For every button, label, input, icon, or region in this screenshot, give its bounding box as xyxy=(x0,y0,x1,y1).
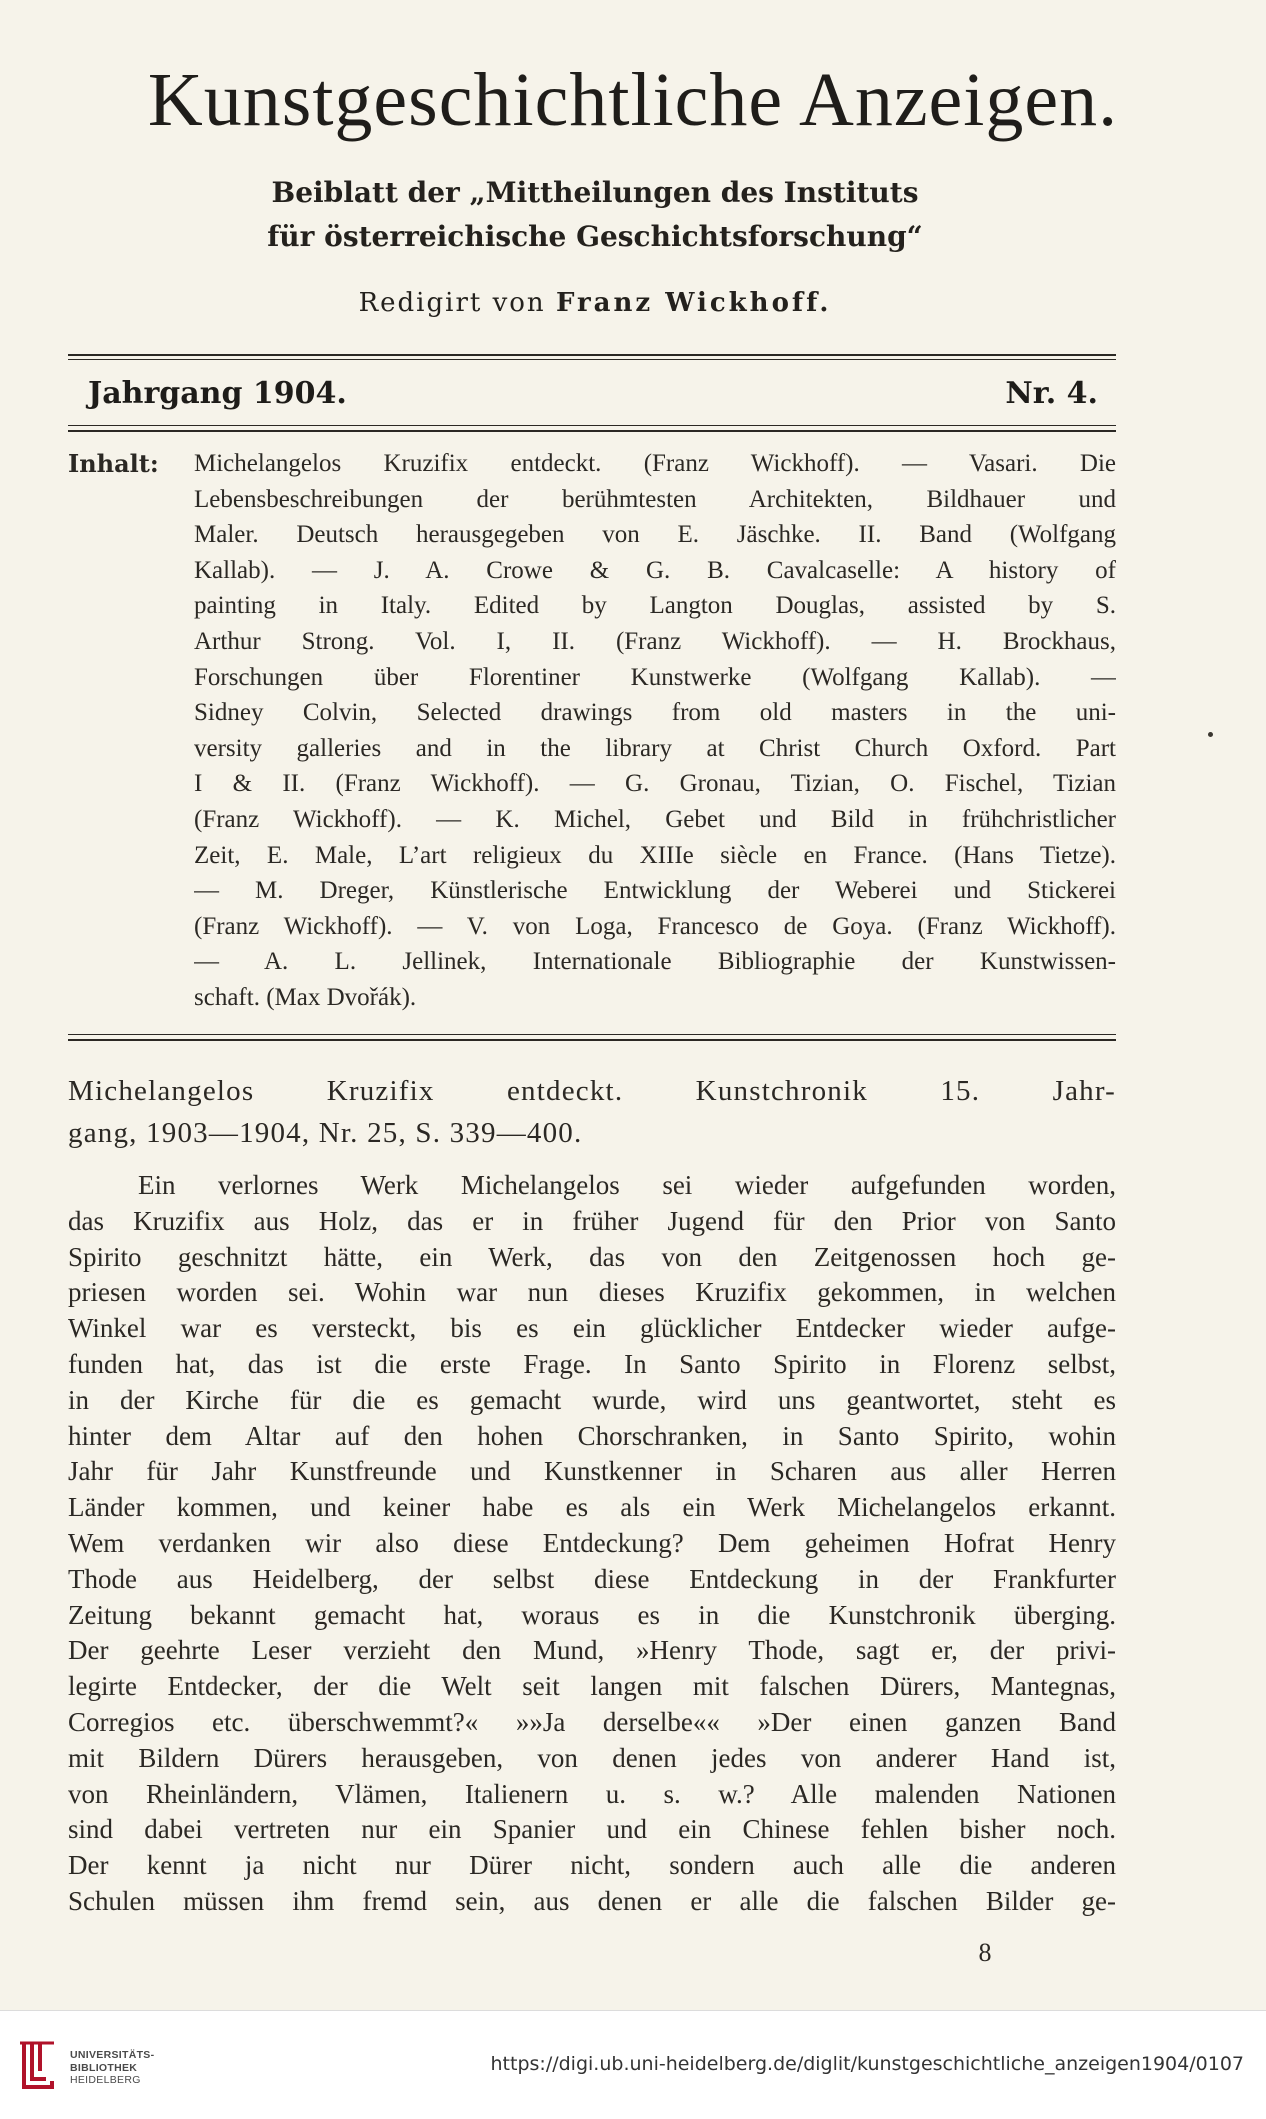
ink-speck xyxy=(1208,732,1213,737)
contents-line: Kallab). — J. A. Crowe & G. B. Cavalcaselle: A history of xyxy=(194,556,1116,584)
body-line: Zeitung bekannt gemacht hat, woraus es in die Kunstchronik überging. xyxy=(68,1599,1116,1630)
contents-line: (Franz Wickhoff). — V. von Loga, Francesco de Goya. (Franz Wickhoff). xyxy=(194,912,1116,940)
body-line: Länder kommen, und keiner habe es als ein Werk Michelangelos erkannt. xyxy=(68,1492,1116,1523)
contents-label: Inhalt: xyxy=(68,449,159,478)
body-line: das Kruzifix aus Holz, das er in früher Jugend für den Prior von Santo xyxy=(68,1205,1116,1236)
body-line: von Rheinländern, Vlämen, Italienern u. s. w.? Alle malenden Nationen xyxy=(68,1778,1116,1809)
contents-line: — M. Dreger, Künstlerische Entwicklung der Weberei und Stickerei xyxy=(194,877,1116,905)
body-line: Der geehrte Leser verzieht den Mund, »Henry Thode, sagt er, der privi- xyxy=(68,1635,1116,1666)
contents-line: versity galleries and in the library at Christ Church Oxford. Part xyxy=(194,734,1116,762)
journal-subtitle-line-2: für österreichische Geschichtsforschung“ xyxy=(267,220,923,253)
contents-line: — A. L. Jellinek, Internationale Bibliographie der Kunstwissen- xyxy=(194,948,1116,976)
body-line: Corregios etc. überschwemmt?« »»Ja derselbe«« »Der einen ganzen Band xyxy=(68,1706,1116,1737)
issue-line xyxy=(88,376,1098,411)
table-of-contents xyxy=(68,446,1116,1016)
journal-title: Kunstgeschichtliche Anzeigen. xyxy=(147,58,1119,142)
body-line: sind dabei vertreten nur ein Spanier und ein Chinese fehlen bisher noch. xyxy=(68,1814,1116,1845)
journal-subtitle-line-1: Beiblatt der „Mittheilungen des Instituts xyxy=(271,176,919,209)
library-logo-text xyxy=(70,2049,154,2087)
contents-line: Lebensbeschreibungen der berühmtesten Architekten, Bildhauer und xyxy=(194,485,1116,513)
contents-rule xyxy=(68,1039,1116,1041)
contents-line: Sidney Colvin, Selected drawings from old masters in the uni- xyxy=(194,699,1116,727)
contents-line: Michelangelos Kruzifix entdeckt. (Franz Wickhoff). — Vasari. Die xyxy=(194,450,1116,477)
page-number: 8 xyxy=(978,1938,992,1967)
body-line: Wem verdanken wir also diese Entdeckung? Dem geheimen Hofrat Henry xyxy=(68,1527,1116,1558)
editor-credit xyxy=(0,288,1190,318)
body-line: Spirito geschnitzt hätte, ein Werk, das von den Zeitgenossen hoch ge- xyxy=(68,1241,1116,1272)
body-line: mit Bildern Dürers herausgeben, von denen jedes von anderer Hand ist, xyxy=(68,1742,1116,1773)
editor-name: Franz Wickhoff. xyxy=(555,288,832,318)
contents-line: I & II. (Franz Wickhoff). — G. Gronau, Tizian, O. Fischel, Tizian xyxy=(194,770,1116,798)
body-line: priesen worden sei. Wohin war nun dieses Kruzifix gekommen, in welchen xyxy=(68,1277,1116,1308)
body-line: hinter dem Altar auf den hohen Chorschranken, in Santo Spirito, wohin xyxy=(68,1420,1116,1451)
contents-line: painting in Italy. Edited by Langton Douglas, assisted by S. xyxy=(194,592,1116,620)
viewer-footer xyxy=(0,2010,1266,2119)
body-line: in der Kirche für die es gemacht wurde, wird uns geantwortet, steht es xyxy=(68,1384,1116,1415)
body-line: funden hat, das ist die erste Frage. In Santo Spirito in Florenz selbst, xyxy=(68,1348,1116,1379)
body-line: legirte Entdecker, der die Welt seit langen mit falschen Dürers, Mantegnas, xyxy=(68,1671,1116,1702)
editor-prefix: Redigirt von xyxy=(358,288,556,318)
body-line: Thode aus Heidelberg, der selbst diese Entdeckung in der Frankfurter xyxy=(68,1563,1116,1594)
contents-line: Forschungen über Florentiner Kunstwerke (Wolfgang Kallab). — xyxy=(194,663,1116,691)
contents-line: Zeit, E. Male, L’art religieux du XIIIe siècle en France. (Hans Tietze). xyxy=(194,841,1116,869)
contents-rule-thin xyxy=(68,1034,1116,1035)
issue-number: Nr. 4. xyxy=(1005,376,1098,411)
body-line: Jahr für Jahr Kunstfreunde und Kunstkenner in Scharen aus aller Herren xyxy=(68,1456,1116,1487)
review-paragraph xyxy=(68,1168,1116,1920)
logo-line-1: UNIVERSITÄTS- xyxy=(70,2049,155,2061)
review-article xyxy=(68,1070,1116,1920)
issue-rule-thin xyxy=(68,425,1116,426)
review-heading-line: Michelangelos Kruzifix entdeckt. Kunstchronik 15. Jahr- xyxy=(68,1075,1116,1107)
contents-line: schaft. (Max Dvořák). xyxy=(194,983,417,1011)
review-heading xyxy=(68,1070,1116,1154)
logo-line-3: HEIDELBERG xyxy=(70,2074,141,2086)
contents-line: (Franz Wickhoff). — K. Michel, Gebet und Bild in frühchristlicher xyxy=(194,805,1116,833)
permalink-url[interactable]: https://digi.ub.uni-heidelberg.de/diglit/kunstgeschichtliche_anzeigen1904/0107 xyxy=(490,2053,1244,2075)
body-line: Winkel war es versteckt, bis es ein glücklicher Entdecker wieder aufge- xyxy=(68,1313,1116,1344)
header-rule-top-thin xyxy=(68,359,1116,360)
body-line: Schulen müssen ihm fremd sein, aus denen er alle die falschen Bilder ge- xyxy=(68,1885,1116,1916)
issue-volume: Jahrgang 1904. xyxy=(88,376,347,411)
header-rule-top xyxy=(68,354,1116,356)
logo-line-2: BIBLIOTHEK xyxy=(70,2061,138,2074)
issue-rule xyxy=(68,430,1116,432)
contents-line: Arthur Strong. Vol. I, II. (Franz Wickhoff). — H. Brockhaus, xyxy=(194,627,1116,655)
body-line: Ein verlornes Werk Michelangelos sei wieder aufgefunden worden, xyxy=(138,1170,1116,1200)
body-line: Der kennt ja nicht nur Dürer nicht, sondern auch alle die anderen xyxy=(68,1850,1116,1881)
contents-line: Maler. Deutsch herausgegeben von E. Jäschke. II. Band (Wolfgang xyxy=(194,521,1116,549)
library-logo-icon xyxy=(14,2037,62,2093)
review-heading-line: gang, 1903—1904, Nr. 25, S. 339—400. xyxy=(68,1117,583,1149)
